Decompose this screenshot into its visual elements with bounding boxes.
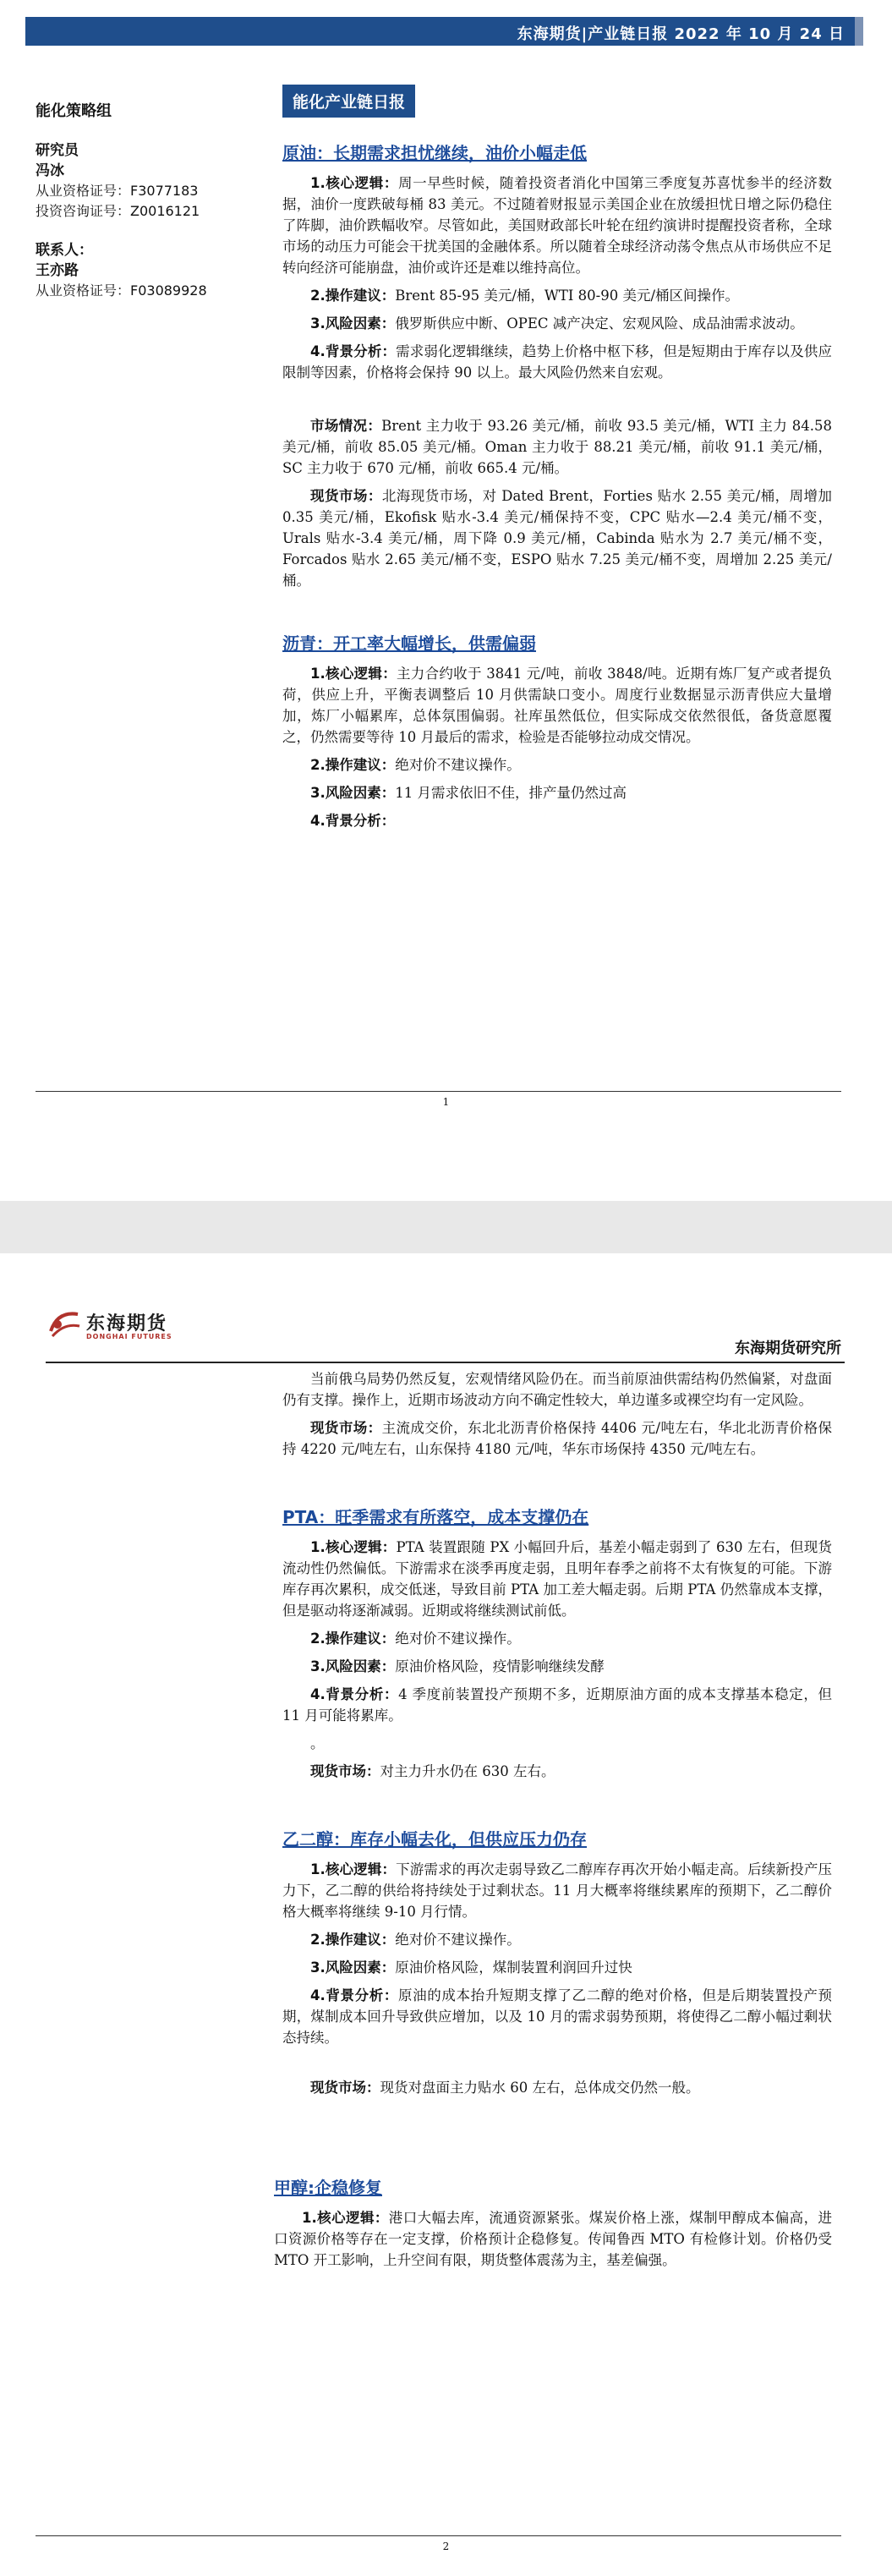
meg-title: 乙二醇：库存小幅去化，但供应压力仍存	[282, 1829, 587, 1850]
asphalt-bg-label: 4.背景分析：	[310, 813, 396, 829]
asphalt-risk-label: 3.风险因素：	[310, 785, 396, 801]
meg-risk: 原油价格风险，煤制装置利润回升过快	[395, 1959, 632, 1976]
crude-logic-label: 1.核心逻辑：	[310, 175, 398, 191]
asphalt-op: 绝对价不建议操作。	[395, 757, 521, 773]
logo-text: 东海期货	[86, 1313, 168, 1335]
pta-logic-label: 1.核心逻辑：	[310, 1539, 397, 1555]
meg-risk-label: 3.风险因素：	[310, 1959, 396, 1976]
pta-title: PTA：旺季需求有所落空，成本支撑仍在	[282, 1507, 589, 1527]
asphalt-op-label: 2.操作建议：	[310, 757, 396, 773]
section-meg	[282, 1826, 832, 2098]
sidebar	[36, 101, 272, 301]
header-bar	[25, 17, 858, 46]
crude-op: Brent 85-95 美元/桶，WTI 80-90 美元/桶区间操作。	[395, 288, 739, 304]
report-badge: 能化产业链日报	[282, 85, 415, 118]
asphalt-spot: 主流成交价，东北北沥青价格保持 4406 元/吨左右，华北北沥青价格保持 4220 元/吨左右，山东保持 4180 元/吨，华东市场保持 4350 元/吨左右。	[282, 1420, 833, 1457]
license-2: 投资咨询证号：Z0016121	[36, 203, 200, 219]
pta-spot-label: 现货市场：	[310, 1763, 380, 1779]
section-pta	[282, 1504, 832, 1782]
pta-spot: 对主力升水仍在 630 左右。	[380, 1763, 555, 1779]
header-accent	[855, 17, 863, 46]
crude-market-label: 市场情况：	[310, 418, 382, 434]
meg-spot: 现货对盘面主力贴水 60 左右，总体成交仍然一般。	[380, 2080, 700, 2096]
pta-op: 绝对价不建议操作。	[395, 1631, 521, 1647]
pta-op-label: 2.操作建议：	[310, 1631, 396, 1647]
crude-bg: 需求弱化逻辑继续，趋势上价格中枢下移，但是短期由于库存以及供应限制等因素，价格将会保持 90 以上。最大风险仍然来自宏观。	[282, 343, 832, 381]
methanol-logic: 港口大幅去库，流通资源紧张。煤炭价格上涨，煤制甲醇成本偏高，进口资源价格等存在一定支撑，价格预计企稳修复。传闻鲁西 MTO 有检修计划。价格仍受 MTO 开工影响，上升空间有限，期货整体震荡为主，基差偏强。	[274, 2210, 833, 2268]
meg-logic-label: 1.核心逻辑：	[310, 1861, 397, 1877]
crude-market: Brent 主力收于 93.26 美元/桶，前收 93.5 美元/桶，WTI 主力 84.58 美元/桶，前收 85.05 美元/桶。Oman 主力收于 88.21 美元/桶，前收 91.1 美元/桶，SC 主力收于 670 元/桶，前收 665.4 元/桶。	[282, 418, 832, 476]
section-methanol	[274, 2174, 832, 2271]
page-1	[0, 0, 892, 1201]
section-asphalt	[282, 630, 832, 831]
pta-bg-label: 4.背景分析：	[310, 1686, 399, 1702]
company-logo	[46, 1306, 223, 1348]
methanol-title: 甲醇:企稳修复	[274, 2178, 382, 2198]
license-3: 从业资格证号：F03089928	[36, 282, 207, 299]
crude-op-label: 2.操作建议：	[310, 288, 396, 304]
page-number-1: 1	[442, 1096, 450, 1108]
logo-mark-icon	[46, 1306, 83, 1343]
contact-name: 王亦路	[36, 262, 79, 279]
methanol-logic-label: 1.核心逻辑：	[302, 2210, 389, 2226]
institute-name: 东海期货研究所	[735, 1340, 841, 1357]
asphalt-bg-cont: 当前俄乌局势仍然反复，宏观情绪风险仍在。而当前原油供需结构仍然偏紧，对盘面仍有支撑。操作上，近期市场波动方向不确定性较大，单边谨多或裸空均有一定风险。	[282, 1371, 832, 1408]
pta-logic: PTA 装置跟随 PX 小幅回升后，基差小幅走弱到了 630 左右，但现货流动性仍然偏低。下游需求在淡季再度走弱，且明年春季之前将不太有恢复的可能。下游库存再次累积，成交低迷，导致目前 PTA 加工差大幅走弱。后期 PTA 仍然靠成本支撑，但是驱动将逐渐减弱。近期或将继续测试前低。	[282, 1539, 833, 1619]
meg-op: 绝对价不建议操作。	[395, 1932, 521, 1948]
asphalt-title: 沥青：开工率大幅增长，供需偏弱	[282, 633, 536, 654]
group-title: 能化策略组	[36, 102, 112, 120]
main-column-2	[274, 1368, 833, 2277]
meg-bg: 原油的成本抬升短期支撑了乙二醇的绝对价格，但是后期装置投产预期，煤制成本回升导致供应增加，以及 10 月的需求弱势预期，将使得乙二醇小幅过剩状态持续。	[282, 1987, 833, 2046]
pta-dot: 。	[310, 1735, 325, 1751]
footer-rule	[36, 1091, 841, 1092]
meg-logic: 下游需求的再次走弱导致乙二醇库存再次开始小幅走高。后续新投产压力下，乙二醇的供给将持续处于过剩状态。11 月大概率将继续累库的预期下，乙二醇价格大概率将继续 9-10 月行情。	[282, 1861, 832, 1920]
license-1: 从业资格证号：F3077183	[36, 183, 199, 199]
crude-risk-label: 3.风险因素：	[310, 315, 396, 332]
header-rule	[46, 1362, 845, 1363]
header-title: 东海期货|产业链日报 2022 年 10 月 24 日	[517, 25, 845, 43]
section-crude	[282, 140, 832, 591]
contact-label: 联系人：	[36, 242, 93, 259]
meg-bg-label: 4.背景分析：	[310, 1987, 398, 2003]
meg-spot-label: 现货市场：	[310, 2080, 380, 2096]
asphalt-logic-label: 1.核心逻辑：	[310, 666, 397, 682]
researcher-name: 冯冰	[36, 162, 64, 179]
meg-op-label: 2.操作建议：	[310, 1932, 396, 1948]
crude-spot: 北海现货市场，对 Dated Brent，Forties 贴水 2.55 美元/桶，周增加 0.35 美元/桶，Ekofisk 贴水-3.4 美元/桶保持不变，CPC 贴水—2.4 美元/桶不变，Urals 贴水-3.4 美元/桶，周下降 0.9 美元/桶，Cabinda 贴水为 2.7 美元/桶不变，Forcados 贴水 2.65 美元/桶不变，ESPO 贴水 7.25 美元/桶不变，周增加 2.25 美元/桶。	[282, 488, 832, 589]
crude-title: 原油：长期需求担忧继续，油价小幅走低	[282, 143, 587, 163]
pta-bg: 4 季度前装置投产预期不多，近期原油方面的成本支撑基本稳定，但 11 月可能将累库。	[282, 1686, 832, 1724]
main-column	[282, 85, 832, 838]
asphalt-risk: 11 月需求依旧不佳，排产量仍然过高	[395, 785, 627, 801]
page-number-2: 2	[442, 2540, 450, 2552]
footer-rule-2	[36, 2535, 841, 2536]
crude-bg-label: 4.背景分析：	[310, 343, 397, 359]
crude-risk: 俄罗斯供应中断、OPEC 减产决定、宏观风险、成品油需求波动。	[395, 315, 804, 332]
researcher-label: 研究员	[36, 142, 79, 159]
crude-logic: 周一早些时候，随着投资者消化中国第三季度复苏喜忧参半的经济数据，油价一度跌破每桶 83 美元。不过随着财报显示美国企业在放缓担忧日增之际仍稳住了阵脚，油价跌幅收窄。尽管如此，美国财政部长叶轮在纽约演讲时提醒投资者称，全球市场的动压力可能会干扰美国的金融体系。所以随着全球经济动荡令焦点从市场供应不足转向经济可能崩盘，油价或许还是难以维持高位。	[282, 175, 833, 276]
pta-risk: 原油价格风险，疫情影响继续发酵	[395, 1658, 605, 1674]
asphalt-spot-label: 现货市场：	[310, 1420, 382, 1436]
asphalt-logic: 主力合约收于 3841 元/吨，前收 3848/吨。近期有炼厂复产或者提负荷，供应上升，平衡表调整后 10 月供需缺口变小。周度行业数据显示沥青供应大量增加，炼厂小幅累库，总体氛围偏弱。社库虽然低位，但实际成交依然很低，备货意愿覆之，仍然需要等待 10 月最后的需求，检验是否能够拉动成交情况。	[282, 666, 832, 745]
page-2	[0, 1253, 892, 2576]
crude-spot-label: 现货市场：	[310, 488, 382, 504]
pta-risk-label: 3.风险因素：	[310, 1658, 396, 1674]
logo-subtext: DONGHAI FUTURES	[86, 1333, 172, 1340]
